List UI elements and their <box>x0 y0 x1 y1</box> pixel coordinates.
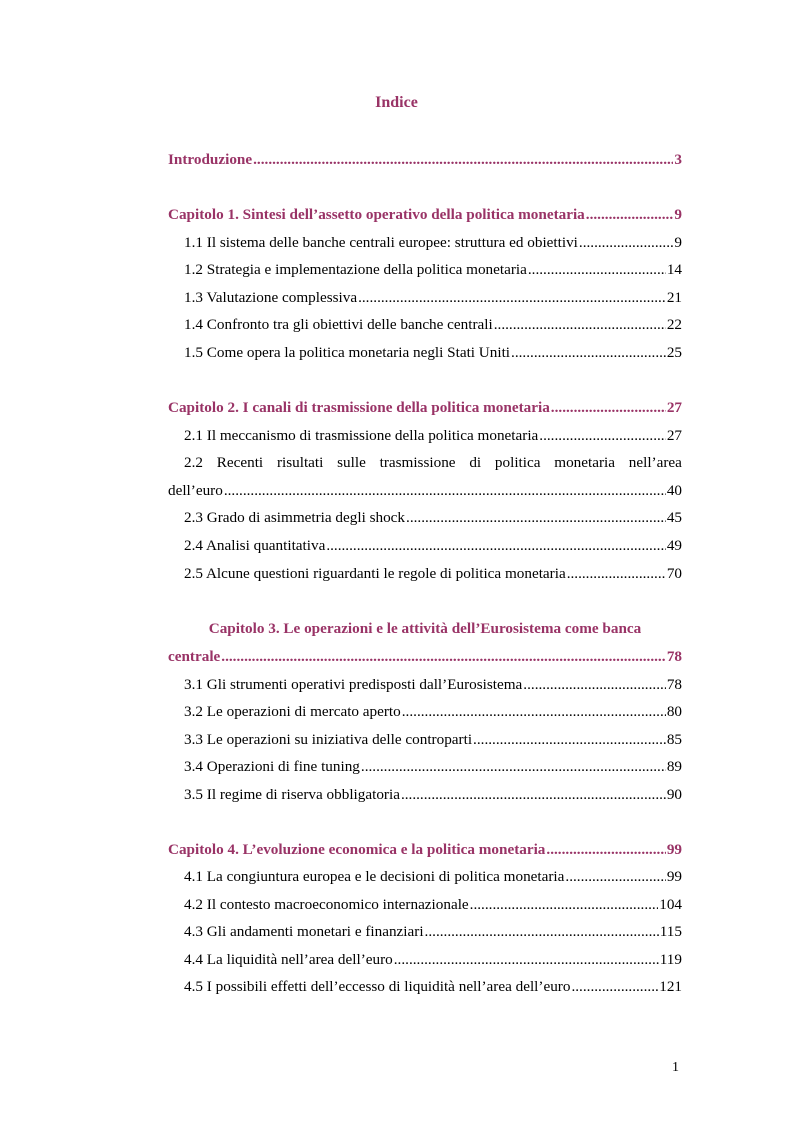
toc-entry-label: centrale <box>168 648 221 665</box>
toc-word: risultati <box>276 454 324 471</box>
dot-leader <box>358 288 666 308</box>
toc-entry-page: 25 <box>666 344 682 361</box>
toc-entry-page: 49 <box>666 537 682 554</box>
toc-entry-page: 99 <box>666 868 682 885</box>
dot-leader <box>470 895 659 915</box>
toc-entry-label: 1.3 Valutazione complessiva <box>184 289 358 306</box>
toc-entry-label: 3.4 Operazioni di fine tuning <box>184 758 360 775</box>
toc-entry-page: 119 <box>659 951 682 968</box>
toc-entry-page: 9 <box>674 234 682 251</box>
toc-entry-chapter-1[interactable] <box>168 205 682 225</box>
dot-leader <box>528 260 666 280</box>
toc-entry-section-1-2[interactable] <box>184 260 682 280</box>
toc-entry-chapter-4[interactable] <box>168 840 682 860</box>
toc-entry-page: 27 <box>666 427 682 444</box>
toc-entry-label: 1.5 Come opera la politica monetaria negli Stati Uniti <box>184 344 511 361</box>
dot-leader <box>406 508 666 528</box>
toc-entry-page: 89 <box>666 758 682 775</box>
toc-entry-label: dell’euro <box>168 482 223 499</box>
dot-leader <box>571 977 658 997</box>
toc-entry-label: 1.4 Confronto tra gli obiettivi delle banche centrali <box>184 316 493 333</box>
toc-entry-label: 2.3 Grado di asimmetria degli shock <box>184 509 406 526</box>
toc-word: nell’area <box>628 454 682 471</box>
toc-entry-label: 1.2 Strategia e implementazione della politica monetaria <box>184 261 527 278</box>
dot-leader <box>361 757 666 777</box>
toc-entry-label: Capitolo 1. Sintesi dell’assetto operativo della politica monetaria <box>168 206 585 223</box>
dot-leader <box>586 205 674 225</box>
dot-leader <box>539 426 666 446</box>
dot-leader <box>326 536 666 556</box>
toc-entry-chapter-3-line1[interactable]: Capitolo 3. Le operazioni e le attività dell’Eurosistema come banca <box>208 620 642 637</box>
toc-entry-label: 3.2 Le operazioni di mercato aperto <box>184 703 401 720</box>
dot-leader <box>394 950 659 970</box>
toc-word: sulle <box>337 454 366 471</box>
dot-leader <box>401 785 666 805</box>
toc-entry-label: 4.2 Il contesto macroeconomico internazionale <box>184 896 469 913</box>
toc-word: trasmissione <box>379 454 456 471</box>
toc-entry-label: 4.3 Gli andamenti monetari e finanziari <box>184 923 424 940</box>
toc-entry-page: 9 <box>674 206 682 223</box>
page-number: 1 <box>672 1060 679 1075</box>
dot-leader <box>523 675 666 695</box>
toc-entry-introduction[interactable] <box>168 150 682 170</box>
toc-entry-section-3-4[interactable] <box>184 757 682 777</box>
toc-entry-label: 3.3 Le operazioni su iniziativa delle controparti <box>184 731 473 748</box>
toc-entry-section-1-4[interactable] <box>184 315 682 335</box>
toc-entry-page: 85 <box>666 731 682 748</box>
toc-entry-section-4-5[interactable] <box>184 977 682 997</box>
toc-entry-page: 121 <box>659 978 682 995</box>
toc-entry-page: 22 <box>666 316 682 333</box>
dot-leader <box>224 481 666 501</box>
toc-entry-page: 78 <box>666 676 682 693</box>
toc-entry-section-3-5[interactable] <box>184 785 682 805</box>
toc-entry-section-2-3[interactable] <box>184 508 682 528</box>
toc-entry-section-2-1[interactable] <box>184 426 682 446</box>
toc-entry-chapter-2[interactable] <box>168 398 682 418</box>
dot-leader <box>221 647 666 667</box>
toc-entry-page: 3 <box>674 151 682 168</box>
toc-entry-section-1-5[interactable] <box>184 343 682 363</box>
toc-entry-page: 27 <box>666 399 682 416</box>
dot-leader <box>579 233 674 253</box>
toc-entry-section-2-5[interactable] <box>184 564 682 584</box>
toc-entry-section-2-2-line2[interactable] <box>168 481 682 501</box>
toc-entry-page: 45 <box>666 509 682 526</box>
toc-entry-page: 115 <box>659 923 682 940</box>
toc-entry-section-4-4[interactable] <box>184 950 682 970</box>
toc-entry-section-3-1[interactable] <box>184 675 682 695</box>
toc-entry-page: 70 <box>666 565 682 582</box>
toc-entry-section-2-4[interactable] <box>184 536 682 556</box>
toc-entry-section-4-3[interactable] <box>184 922 682 942</box>
dot-leader <box>253 150 673 170</box>
toc-word: 2.2 <box>184 454 203 471</box>
toc-entry-page: 99 <box>666 841 682 858</box>
toc-entry-label: 3.1 Gli strumenti operativi predisposti dall’Eurosistema <box>184 676 523 693</box>
toc-word: di <box>469 454 482 471</box>
toc-entry-label: 1.1 Il sistema delle banche centrali europee: struttura ed obiettivi <box>184 234 578 251</box>
toc-entry-label: Capitolo 2. I canali di trasmissione della politica monetaria <box>168 399 550 416</box>
dot-leader <box>567 564 666 584</box>
dot-leader <box>494 315 666 335</box>
toc-entry-page: 40 <box>666 482 682 499</box>
dot-leader <box>565 867 665 887</box>
toc-entry-label: 2.1 Il meccanismo di trasmissione della politica monetaria <box>184 427 539 444</box>
toc-entry-label: 4.4 La liquidità nell’area dell’euro <box>184 951 393 968</box>
dot-leader <box>425 922 659 942</box>
toc-entry-label: 4.5 I possibili effetti dell’eccesso di liquidità nell’area dell’euro <box>184 978 571 995</box>
toc-entry-page: 78 <box>666 648 682 665</box>
toc-entry-page: 21 <box>666 289 682 306</box>
toc-entry-section-3-3[interactable] <box>184 730 682 750</box>
toc-word: Recenti <box>216 454 264 471</box>
toc-entry-label: 3.5 Il regime di riserva obbligatoria <box>184 786 400 803</box>
toc-entry-page: 90 <box>666 786 682 803</box>
toc-entry-label: Capitolo 4. L’evoluzione economica e la politica monetaria <box>168 841 546 858</box>
dot-leader <box>551 398 666 418</box>
toc-entry-page: 14 <box>666 261 682 278</box>
toc-entry-page: 104 <box>659 896 682 913</box>
toc-entry-label: 2.5 Alcune questioni riguardanti le regole di politica monetaria <box>184 565 566 582</box>
toc-word: politica <box>494 454 541 471</box>
dot-leader <box>402 702 666 722</box>
toc-entry-section-4-2[interactable] <box>184 895 682 915</box>
toc-entry-page: 80 <box>666 703 682 720</box>
page-title: Indice <box>375 94 418 111</box>
dot-leader <box>546 840 665 860</box>
dot-leader <box>511 343 666 363</box>
toc-entry-chapter-3-line2[interactable] <box>168 647 682 667</box>
toc-entry-section-3-2[interactable] <box>184 702 682 722</box>
toc-entry-section-1-1[interactable] <box>184 233 682 253</box>
toc-entry-label: 2.4 Analisi quantitativa <box>184 537 326 554</box>
toc-entry-label: Introduzione <box>168 151 253 168</box>
toc-entry-section-2-2-line1[interactable] <box>184 453 682 473</box>
toc-entry-label: 4.1 La congiuntura europea e le decisioni di politica monetaria <box>184 868 565 885</box>
dot-leader <box>473 730 666 750</box>
toc-word: monetaria <box>554 454 615 471</box>
toc-entry-section-1-3[interactable] <box>184 288 682 308</box>
toc-entry-section-4-1[interactable] <box>184 867 682 887</box>
